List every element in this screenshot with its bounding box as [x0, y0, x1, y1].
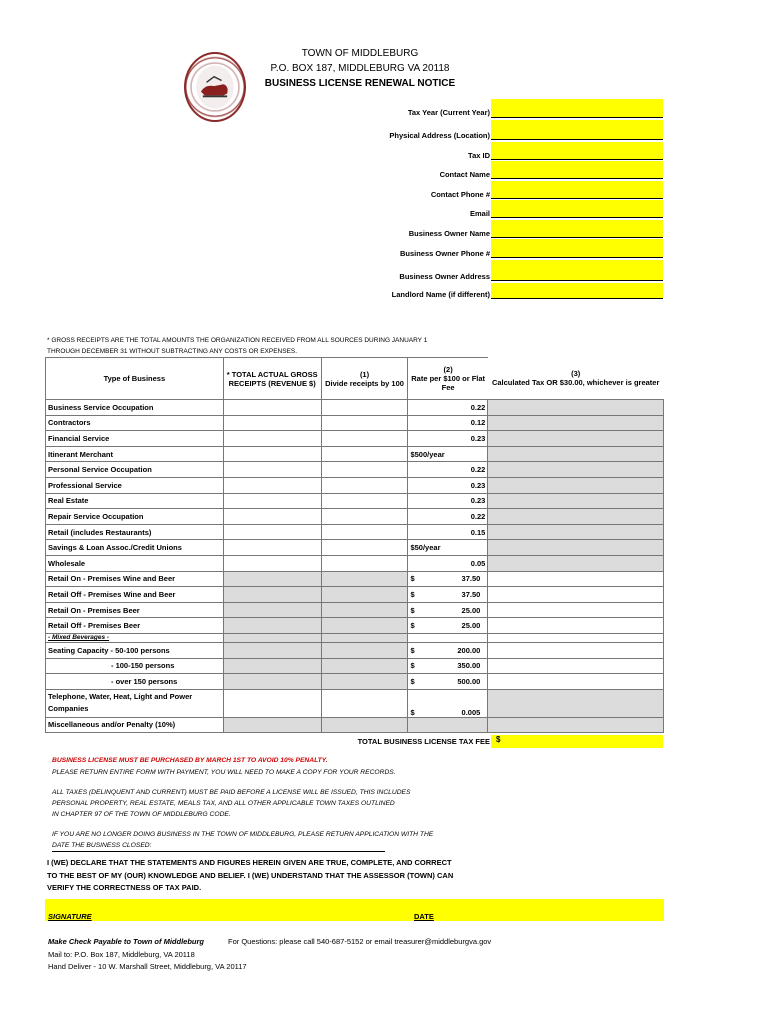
business-owner-phone-label: Business Owner Phone #	[399, 249, 490, 258]
gross-cell[interactable]	[223, 446, 321, 462]
business-owner-phone-field[interactable]	[491, 239, 663, 258]
flat-fee-cell: $ 25.00	[408, 602, 488, 618]
calc-cell[interactable]	[488, 431, 664, 447]
taxes-notice-3: IN CHAPTER 97 OF THE TOWN OF MIDDLEBURG CODE.	[52, 811, 231, 818]
calc-cell[interactable]	[488, 555, 664, 571]
divide-cell[interactable]	[321, 509, 408, 525]
penalty-notice: BUSINESS LICENSE MUST BE PURCHASED BY MARCH 1ST TO AVOID 10% PENALTY.	[52, 757, 328, 764]
gross-cell[interactable]	[223, 540, 321, 556]
flat-fee-cell: $ 500.00	[408, 674, 488, 690]
calc-cell[interactable]	[488, 658, 664, 674]
row-label: Telephone, Water, Heat, Light and Power Companies	[46, 689, 224, 717]
header-divide: (1) Divide receipts by 100	[321, 358, 408, 400]
closed-notice-1: IF YOU ARE NO LONGER DOING BUSINESS IN THE TOWN OF MIDDLEBURG, PLEASE RETURN APPLICATION WITH THE	[52, 831, 434, 838]
rate-cell: $50/year	[408, 540, 488, 556]
flat-fee-cell: $ 25.00	[408, 618, 488, 634]
calc-cell[interactable]	[488, 689, 664, 717]
rate-cell: 0.05	[408, 555, 488, 571]
calc-cell[interactable]	[488, 477, 664, 493]
gross-receipts-note-1: * GROSS RECEIPTS ARE THE TOTAL AMOUNTS THE ORGANIZATION RECEIVED FROM ALL SOURCES DURING JANUARY 1	[47, 337, 428, 344]
landlord-name-field[interactable]	[491, 283, 663, 299]
tax-year-field[interactable]	[491, 99, 663, 118]
calc-cell[interactable]	[488, 540, 664, 556]
table-header-row	[46, 358, 664, 400]
date-label: DATE	[414, 912, 434, 921]
rate-cell: 0.23	[408, 493, 488, 509]
email-label: Email	[469, 209, 490, 218]
hand-deliver-text: Hand Deliver - 10 W. Marshall Street, Middleburg, VA 20117	[48, 962, 247, 971]
row-label: Personal Service Occupation	[46, 462, 224, 478]
divide-cell[interactable]	[321, 415, 408, 431]
calc-cell[interactable]	[488, 587, 664, 603]
divide-cell[interactable]	[321, 524, 408, 540]
tax-year-label: Tax Year (Current Year)	[407, 108, 490, 117]
header-gross: * TOTAL ACTUAL GROSS RECEIPTS (REVENUE $)	[223, 358, 321, 400]
header-calculated: (3) Calculated Tax OR $30.00, whichever is greater	[491, 369, 660, 388]
row-label: Retail On - Premises Beer	[46, 602, 224, 618]
divide-cell[interactable]	[321, 689, 408, 717]
physical-address-label: Physical Address (Location)	[389, 131, 490, 140]
row-label: Seating Capacity - 50-100 persons	[46, 642, 224, 658]
return-notice: PLEASE RETURN ENTIRE FORM WITH PAYMENT, YOU WILL NEED TO MAKE A COPY FOR YOUR RECORDS.	[52, 769, 396, 776]
gross-cell[interactable]	[223, 524, 321, 540]
row-label: Retail On - Premises Wine and Beer	[46, 571, 224, 587]
signature-label: SIGNATURE	[48, 912, 92, 921]
contact-phone-label: Contact Phone #	[430, 190, 490, 199]
check-payable-text: Make Check Payable to Town of Middleburg	[48, 937, 204, 946]
declaration: I (WE) DECLARE THAT THE STATEMENTS AND FIGURES HEREIN GIVEN ARE TRUE, COMPLETE, AND CORRECT TO THE BEST OF MY (OUR) KNOWLEDGE AND BELIEF. I (WE) UNDERSTAND THAT THE ASSESSOR (TOWN) CAN VERIFY THE CORRECTNESS OF TAX PAID.	[47, 858, 454, 892]
rate-cell: 0.22	[408, 462, 488, 478]
signature-bar[interactable]	[45, 899, 664, 921]
questions-text: For Questions: please call 540-687-5152 or email treasurer@middleburgva.gov	[228, 937, 492, 946]
header-rate: (2) Rate per $100 or Flat Fee	[408, 358, 488, 400]
divide-cell[interactable]	[321, 400, 408, 416]
calc-cell[interactable]	[488, 509, 664, 525]
calc-cell[interactable]	[488, 571, 664, 587]
header-type: Type of Business	[46, 358, 224, 400]
flat-fee-cell: $ 200.00	[408, 642, 488, 658]
business-owner-name-field[interactable]	[491, 220, 663, 238]
rate-cell: 0.23	[408, 477, 488, 493]
divide-cell[interactable]	[321, 540, 408, 556]
business-owner-address-label: Business Owner Address	[399, 272, 490, 281]
town-address: P.O. BOX 187, MIDDLEBURG VA 20118	[270, 63, 450, 74]
gross-cell[interactable]	[223, 689, 321, 717]
calc-cell[interactable]	[488, 618, 664, 634]
row-label: Savings & Loan Assoc./Credit Unions	[46, 540, 224, 556]
row-label: Professional Service	[46, 477, 224, 493]
rate-cell: $500/year	[408, 446, 488, 462]
gross-cell[interactable]	[223, 509, 321, 525]
gross-cell[interactable]	[223, 462, 321, 478]
page-title: BUSINESS LICENSE RENEWAL NOTICE	[264, 78, 456, 89]
landlord-name-label: Landlord Name (if different)	[391, 290, 490, 299]
divide-cell[interactable]	[321, 462, 408, 478]
calc-cell[interactable]	[488, 415, 664, 431]
gross-cell[interactable]	[223, 493, 321, 509]
calc-cell[interactable]	[488, 717, 664, 733]
calc-cell[interactable]	[488, 462, 664, 478]
rate-cell: 0.22	[408, 400, 488, 416]
closed-notice-2: DATE THE BUSINESS CLOSED:	[52, 840, 385, 852]
email-field[interactable]	[491, 200, 663, 218]
rate-cell: 0.22	[408, 509, 488, 525]
flat-fee-cell: $ 37.50	[408, 587, 488, 603]
row-label: Real Estate	[46, 493, 224, 509]
gross-cell[interactable]	[223, 555, 321, 571]
business-tax-table	[45, 357, 664, 733]
tax-id-label: Tax ID	[468, 151, 490, 160]
row-label: Wholesale	[46, 555, 224, 571]
divide-cell[interactable]	[321, 555, 408, 571]
row-label: Retail Off - Premises Beer	[46, 618, 224, 634]
rate-cell: $ 0.005	[408, 689, 488, 717]
divide-cell[interactable]	[321, 477, 408, 493]
total-field[interactable]: $	[491, 735, 663, 748]
flat-fee-cell: $ 350.00	[408, 658, 488, 674]
contact-name-label: Contact Name	[439, 170, 490, 179]
divide-cell[interactable]	[321, 431, 408, 447]
physical-address-field[interactable]	[491, 120, 663, 140]
row-label: - over 150 persons	[46, 674, 224, 690]
row-label: Itinerant Merchant	[46, 446, 224, 462]
contact-name-field[interactable]	[491, 161, 663, 179]
gross-cell[interactable]	[223, 477, 321, 493]
total-label: TOTAL BUSINESS LICENSE TAX FEE	[357, 737, 490, 746]
divide-cell[interactable]	[321, 446, 408, 462]
calc-cell[interactable]	[488, 446, 664, 462]
gross-receipts-note-2: THROUGH DECEMBER 31 WITHOUT SUBTRACTING ANY COSTS OR EXPENSES.	[47, 348, 298, 355]
gross-cell[interactable]	[223, 400, 321, 416]
row-label: - 100-150 persons	[46, 658, 224, 674]
contact-phone-field[interactable]	[491, 181, 663, 199]
row-label: Miscellaneous and/or Penalty (10%)	[46, 717, 224, 733]
mail-to-text: Mail to: P.O. Box 187, Middleburg, VA 20118	[48, 950, 195, 959]
rate-cell: 0.23	[408, 431, 488, 447]
rate-cell: 0.12	[408, 415, 488, 431]
divide-cell[interactable]	[321, 493, 408, 509]
taxes-notice-2: PERSONAL PROPERTY, REAL ESTATE, MEALS TAX, AND ALL OTHER APPLICABLE TOWN TAXES OUTLINED	[52, 800, 395, 807]
gross-cell[interactable]	[223, 431, 321, 447]
town-seal-logo	[184, 52, 246, 122]
calc-cell[interactable]	[488, 493, 664, 509]
taxes-notice-1: ALL TAXES (DELINQUENT AND CURRENT) MUST BE PAID BEFORE A LICENSE WILL BE ISSUED, THIS INCLUDES	[52, 789, 411, 796]
gross-cell[interactable]	[223, 415, 321, 431]
row-label: Retail (includes Restaurants)	[46, 524, 224, 540]
calc-cell[interactable]	[488, 524, 664, 540]
tax-id-field[interactable]	[491, 142, 663, 160]
calc-cell[interactable]	[488, 642, 664, 658]
mixed-beverages-label: - Mixed Beverages -	[46, 633, 224, 642]
business-owner-address-field[interactable]	[491, 260, 663, 281]
flat-fee-cell: $ 37.50	[408, 571, 488, 587]
calc-cell[interactable]	[488, 674, 664, 690]
row-label: Business Service Occupation	[46, 400, 224, 416]
row-label: Financial Service	[46, 431, 224, 447]
row-label: Retail Off - Premises Wine and Beer	[46, 587, 224, 603]
calc-cell[interactable]	[488, 602, 664, 618]
row-label: Contractors	[46, 415, 224, 431]
row-label: Repair Service Occupation	[46, 509, 224, 525]
business-owner-name-label: Business Owner Name	[408, 229, 490, 238]
calc-cell[interactable]	[488, 400, 664, 416]
town-name: TOWN OF MIDDLEBURG	[301, 48, 419, 59]
rate-cell: 0.15	[408, 524, 488, 540]
